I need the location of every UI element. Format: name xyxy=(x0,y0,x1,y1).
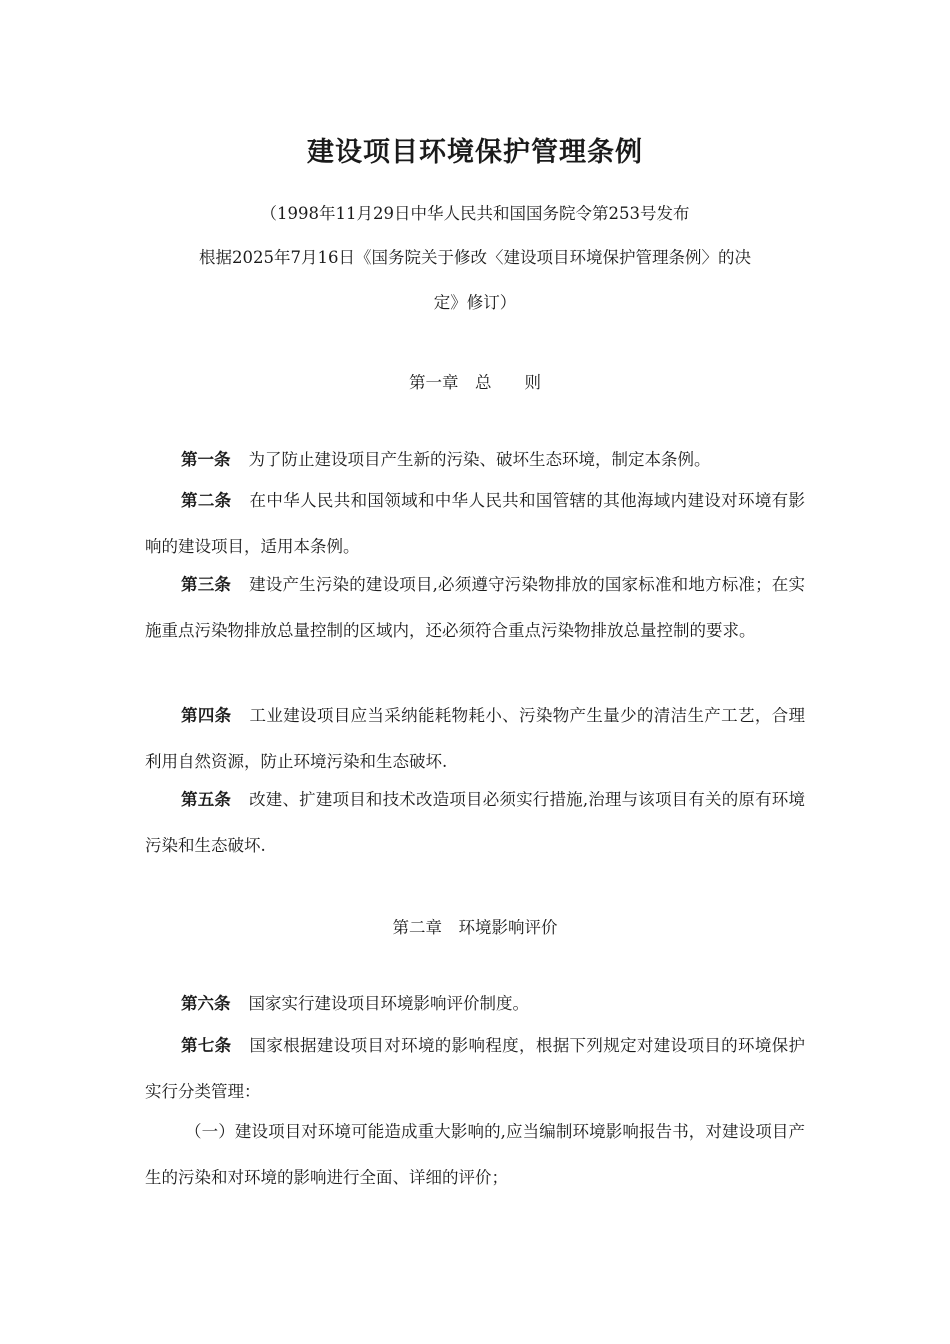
article-label: 第一条 xyxy=(181,450,231,469)
chapter-heading: 第二章 环境影响评价 xyxy=(392,918,558,937)
article-text: 改建、扩建项目和技术改造项目必须实行措施,治理与该项目有关的原有环境污染和生态破坏. xyxy=(145,790,805,855)
article-text: 在中华人民共和国领域和中华人民共和国管辖的其他海域内建设对环境有影响的建设项目，适用本条例。 xyxy=(145,491,806,556)
article-paragraph xyxy=(145,693,805,785)
article-label: 第三条 xyxy=(181,575,232,594)
article-paragraph xyxy=(145,777,805,869)
document-title: 建设项目环境保护管理条例 xyxy=(307,137,643,168)
list-item: （一）建设项目对环境可能造成重大影响的,应当编制环境影响报告书，对建设项目产生的污染和对环境的影响进行全面、详细的评价； xyxy=(145,1122,805,1187)
article-text: 工业建设项目应当采纳能耗物耗小、污染物产生量少的清洁生产工艺，合理利用自然资源，防止环境污染和生态破坏. xyxy=(145,706,806,771)
article-label: 第六条 xyxy=(181,994,231,1013)
article-label: 第七条 xyxy=(181,1036,232,1055)
article-text: 建设产生污染的建设项目,必须遵守污染物排放的国家标准和地方标准；在实施重点污染物排放总量控制的区域内，还必须符合重点污染物排放总量控制的要求。 xyxy=(145,575,805,640)
article-paragraph xyxy=(145,478,805,570)
promulgation-note: （1998年11月29日中华人民共和国国务院令第253号发布 xyxy=(260,204,690,223)
article-text: 国家根据建设项目对环境的影响程度，根据下列规定对建设项目的环境保护实行分类管理： xyxy=(145,1036,806,1101)
article-text: 国家实行建设项目环境影响评价制度。 xyxy=(248,994,529,1013)
article-label: 第四条 xyxy=(181,706,232,725)
article-text: 为了防止建设项目产生新的污染、破坏生态环境，制定本条例。 xyxy=(248,450,711,469)
revision-note-line1: 根据2025年7月16日《国务院关于修改〈建设项目环境保护管理条例〉的决 xyxy=(199,248,751,267)
article-label: 第五条 xyxy=(181,790,232,809)
article-paragraph xyxy=(145,1023,805,1115)
revision-note-line2: 定》修订） xyxy=(433,293,517,312)
chapter-heading: 第一章 总 则 xyxy=(409,373,541,392)
article-paragraph xyxy=(145,562,805,654)
article-paragraph xyxy=(145,437,805,483)
article-label: 第二条 xyxy=(181,491,232,510)
article-paragraph xyxy=(145,981,805,1027)
